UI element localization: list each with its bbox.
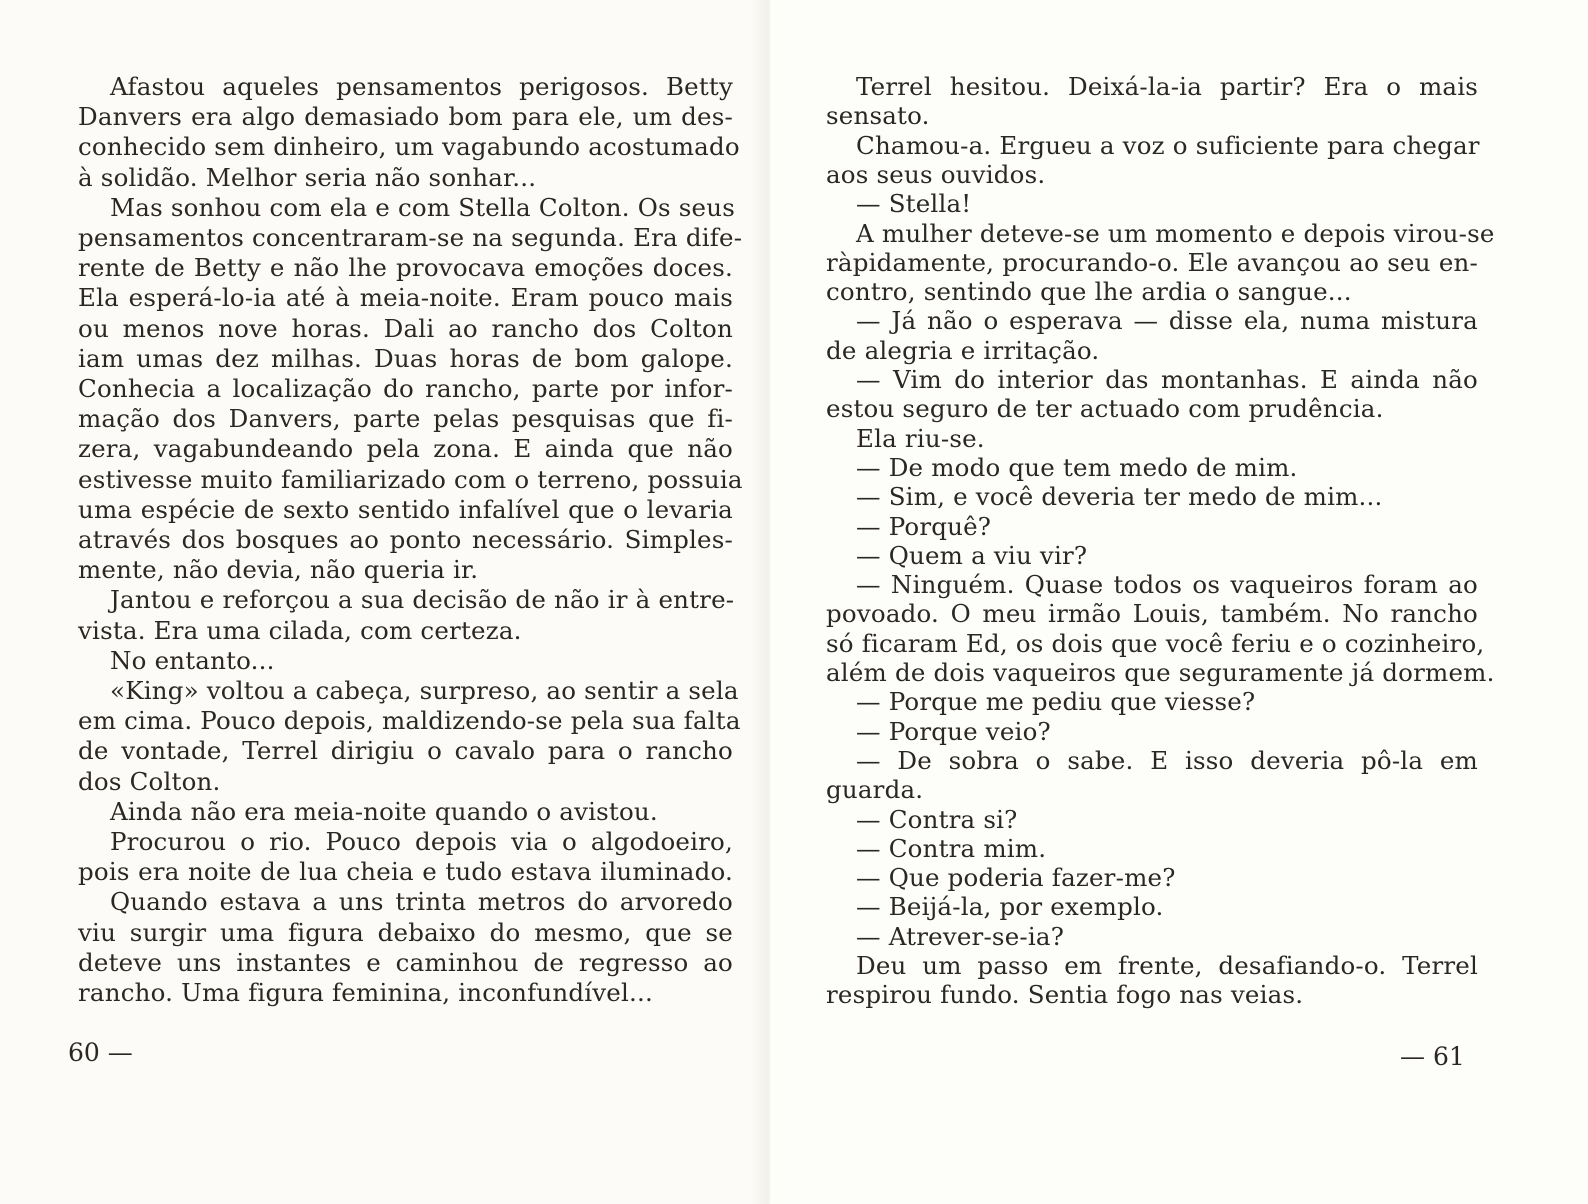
text-line: através dos bosques ao ponto necessário. Simples- <box>78 525 733 554</box>
text-line: — Já não o esperava — disse ela, numa mistura <box>856 306 1478 336</box>
text-line: Danvers era algo demasiado bom para ele, um des- <box>78 102 733 132</box>
text-line: vista. Era uma cilada, com certeza. <box>78 615 522 645</box>
text-line: «King» voltou a cabeça, surpreso, ao sentir a sela <box>110 676 739 705</box>
text-line: Terrel hesitou. Deixá-la-ia partir? Era o mais <box>856 72 1478 101</box>
text-line: estivesse muito familiarizado com o terreno, possuia <box>78 464 743 494</box>
text-line: em cima. Pouco depois, maldizendo-se pela sua falta <box>78 706 741 736</box>
text-line: respirou fundo. Sentia fogo nas veias. <box>826 980 1304 1010</box>
text-line: conhecido sem dinheiro, um vagabundo acostumado <box>78 132 740 162</box>
text-line: uma espécie de sexto sentido infalível que o levaria <box>78 494 733 524</box>
text-line: Afastou aqueles pensamentos perigosos. Betty <box>110 72 733 101</box>
right-page <box>770 0 1588 1204</box>
text-line: — Quem a viu vir? <box>856 540 1088 570</box>
text-line: — Ninguém. Quase todos os vaqueiros foram ao <box>856 570 1478 600</box>
text-line: zera, vagabundeando pela zona. E ainda que não <box>78 434 733 464</box>
text-line: Deu um passo em frente, desafiando-o. Terrel <box>856 951 1478 980</box>
text-line: — Beijá-la, por exemplo. <box>856 892 1164 922</box>
text-line: aos seus ouvidos. <box>826 159 1046 189</box>
text-line: mente, não devia, não queria ir. <box>78 555 479 585</box>
text-line: — Contra si? <box>856 804 1018 834</box>
page-number-right: — 61 <box>1400 1042 1465 1071</box>
text-line: Chamou-a. Ergueu a voz o suficiente para chegar <box>856 130 1480 160</box>
text-line: Jantou e reforçou a sua decisão de não ir à entre- <box>110 585 735 615</box>
text-line: sensato. <box>826 101 930 131</box>
text-line: ràpidamente, procurando-o. Ele avançou ao seu en- <box>826 247 1478 277</box>
text-line: estou seguro de ter actuado com prudência. <box>826 394 1384 424</box>
text-line: Procurou o rio. Pouco depois via o algodoeiro, <box>110 827 733 856</box>
text-line: dos Colton. <box>78 766 221 796</box>
text-line: — Que poderia fazer-me? <box>856 863 1176 893</box>
text-line: viu surgir uma figura debaixo do mesmo, que se <box>78 917 733 947</box>
text-line: No entanto... <box>110 645 275 675</box>
text-line: Conhecia a localização do rancho, parte por infor- <box>78 374 733 403</box>
text-line: rancho. Uma figura feminina, inconfundível... <box>78 978 654 1007</box>
text-line: de alegria e irritação. <box>826 335 1100 365</box>
text-line: além de dois vaqueiros que seguramente já dormem. <box>826 658 1495 687</box>
text-line: — Porque veio? <box>856 716 1051 746</box>
text-line: — De sobra o sabe. E isso deveria pô-la em <box>856 745 1478 775</box>
text-line: pois era noite de lua cheia e tudo estava iluminado. <box>78 857 733 887</box>
text-line: Ela esperá-lo-ia até à meia-noite. Eram pouco mais <box>78 283 733 313</box>
text-line: Ela riu-se. <box>856 423 985 453</box>
text-line: povoado. O meu irmão Louis, também. No rancho <box>826 599 1478 629</box>
text-line: — Sim, e você deveria ter medo de mim... <box>856 482 1383 512</box>
text-line: — Porquê? <box>856 511 992 541</box>
text-line: guarda. <box>826 775 924 805</box>
text-line: Mas sonhou com ela e com Stella Colton. Os seus <box>110 192 735 222</box>
text-line: à solidão. Melhor seria não sonhar... <box>78 162 537 192</box>
text-line: pensamentos concentraram-se na segunda. Era dife- <box>78 223 743 252</box>
text-line: iam umas dez milhas. Duas horas de bom galope. <box>78 343 733 373</box>
left-page <box>0 0 770 1204</box>
text-line: de vontade, Terrel dirigiu o cavalo para o rancho <box>78 736 733 766</box>
page-number-left: 60 — <box>68 1038 133 1067</box>
text-line: rente de Betty e não lhe provocava emoções doces. <box>78 253 733 283</box>
text-line: contro, sentindo que lhe ardia o sangue... <box>826 277 1352 307</box>
text-line: Quando estava a uns trinta metros do arvoredo <box>110 887 733 917</box>
text-line: — Stella! <box>856 189 972 219</box>
text-line: — De modo que tem medo de mim. <box>856 452 1298 482</box>
text-line: só ficaram Ed, os dois que você feriu e o cozinheiro, <box>826 628 1485 658</box>
text-line: A mulher deteve-se um momento e depois virou-se <box>856 218 1495 248</box>
text-line: mação dos Danvers, parte pelas pesquisas que fi- <box>78 404 733 434</box>
text-line: — Vim do interior das montanhas. E ainda não <box>856 365 1478 394</box>
text-line: ou menos nove horas. Dali ao rancho dos Colton <box>78 313 733 343</box>
text-line: — Contra mim. <box>856 833 1047 863</box>
text-line: deteve uns instantes e caminhou de regresso ao <box>78 947 733 977</box>
text-line: — Atrever-se-ia? <box>856 921 1065 951</box>
text-line: Ainda não era meia-noite quando o avistou. <box>110 796 658 826</box>
text-line: — Porque me pediu que viesse? <box>856 687 1256 717</box>
